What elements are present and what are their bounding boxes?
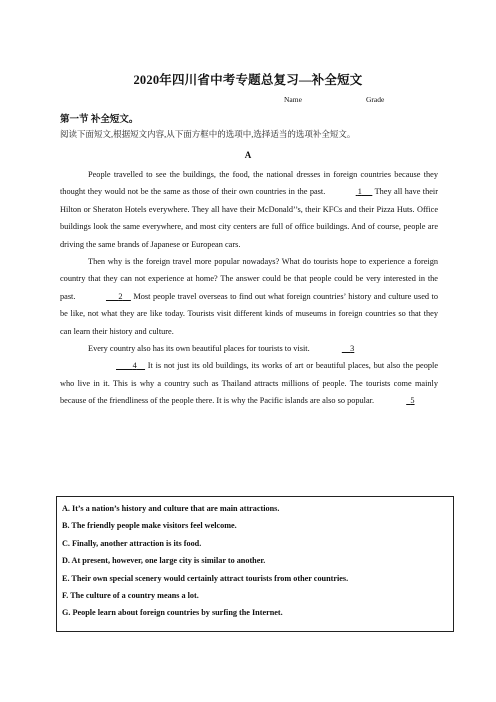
name-label: Name bbox=[284, 95, 302, 104]
paragraph-1-text-b: They all have their Hilton or Sheraton Hotels everywhere. They all have their McDonald’’s, their KFCs and their Pizza Huts. Office buildings look the same everywhere, and most city centers are full of office buildings. And of course, people are driving the same brands of Japanese or European cars. bbox=[60, 187, 438, 249]
blank-5: 5 bbox=[410, 396, 415, 406]
option-b: B. The friendly people make visitors feel welcome. bbox=[62, 521, 237, 531]
paragraph-2-text-b: Most people travel overseas to find out what foreign countries’ history and culture used to be like, not what they are like today. Tourists visit different kinds of museums in foreign countries so that they can learn their history and culture. bbox=[60, 291, 438, 336]
paragraph-3-text: Every country also has its own beautiful places for tourists to visit. bbox=[88, 344, 310, 354]
blank-1: 1 bbox=[357, 187, 362, 197]
paragraph-4-text: It is not just its old buildings, its works of art or beautiful places, but also the people who live in it. This is why a country such as Thailand attracts millions of people. The tourists come mainly because of the friendliness of the people there. It is why the Pacific islands are also so popular. bbox=[60, 361, 438, 406]
passage bbox=[60, 166, 438, 410]
paragraph-2 bbox=[60, 253, 438, 340]
paragraph-1-text-a: People travelled to see the buildings, the food, the national dresses in foreign countries because they thought they would not be the same as those of their own countries in the past. bbox=[60, 170, 438, 197]
options-box bbox=[56, 496, 454, 632]
option-a: A. It’s a nation’s history and culture that are main attractions. bbox=[62, 504, 280, 513]
passage-letter: A bbox=[244, 150, 252, 160]
option-f: F. The culture of a country means a lot. bbox=[62, 591, 199, 601]
paragraph-4 bbox=[60, 357, 438, 409]
paragraph-1 bbox=[60, 166, 438, 253]
blank-4: 4 bbox=[132, 361, 137, 371]
paragraph-2-text-a: Then why is the foreign travel more popular nowadays? What do tourists hope to experience a foreign country that they can not experience at home? The answer could be that people could be very interested in the past. bbox=[60, 257, 438, 301]
blank-3: 3 bbox=[350, 344, 355, 354]
option-c: C. Finally, another attraction is its food. bbox=[62, 538, 202, 548]
document-title: 2020年四川省中考专题总复习—补全短文 bbox=[133, 73, 363, 87]
option-d: D. At present, however, one large city is similar to another. bbox=[62, 556, 266, 566]
grade-label: Grade bbox=[366, 95, 385, 104]
option-e: E. Their own special scenery would certainly attract tourists from other countries. bbox=[62, 573, 349, 583]
paragraph-3 bbox=[60, 340, 438, 357]
option-g: G. People learn about foreign countries by surfing the Internet. bbox=[62, 608, 283, 618]
blank-2: 2 bbox=[118, 291, 123, 301]
instructions: 阅读下面短文,根据短文内容,从下面方框中的选项中,选择适当的选项补全短文。 bbox=[60, 129, 356, 139]
section-heading: 第一节 补全短文。 bbox=[60, 115, 139, 125]
